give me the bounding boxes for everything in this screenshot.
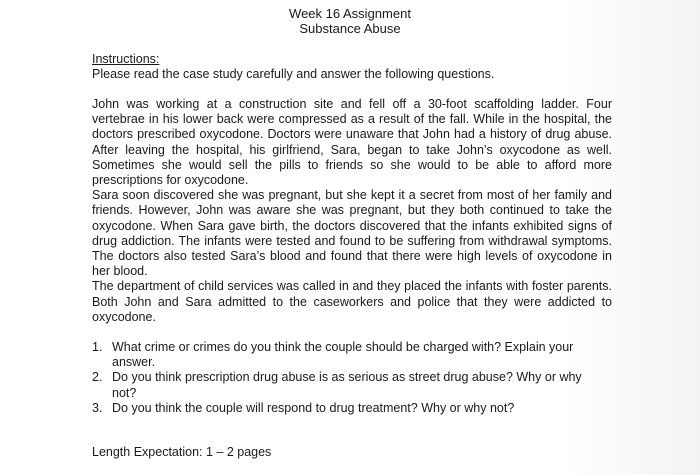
question-item bbox=[92, 340, 602, 370]
page-subtitle: Substance Abuse bbox=[299, 21, 401, 36]
question-number: 2. bbox=[92, 370, 103, 385]
length-expectation: Length Expectation: 1 – 2 pages bbox=[92, 445, 272, 459]
question-number: 1. bbox=[92, 340, 103, 354]
question-text: Do you think prescription drug abuse is as serious as street drug abuse? Why or why not? bbox=[112, 370, 582, 400]
case-paragraph: Sara soon discovered she was pregnant, but she kept it a secret from most of her family and friends. However, John was aware she was pregnant, but they both continued to take the oxycodone. When Sara gave birth, the doctors discovered that the infants exhibited signs of drug addiction. The infants were tested and found to be suffering from withdrawal symptoms. The doctors also tested Sara’s blood and found that there were high levels of oxycodone in her blood. bbox=[92, 188, 612, 279]
instructions-text: Please read the case study carefully and answer the following questions. bbox=[92, 67, 495, 81]
question-item bbox=[92, 401, 602, 416]
question-item bbox=[92, 370, 602, 400]
instructions-heading: Instructions: bbox=[92, 52, 160, 66]
case-paragraph: The department of child services was called in and they placed the infants with foster parents. Both John and Sara admitted to the caseworkers and police that they were addicted to oxycodone. bbox=[92, 279, 612, 324]
question-list bbox=[92, 340, 602, 416]
question-text: What crime or crimes do you think the couple should be charged with? Explain your answer. bbox=[112, 340, 574, 370]
question-number: 3. bbox=[92, 400, 103, 415]
question-text: Do you think the couple will respond to drug treatment? Why or why not? bbox=[112, 400, 515, 415]
case-paragraph: John was working at a construction site and fell off a 30-foot scaffolding ladder. Four vertebrae in his lower back were compressed as a result of the fall. While in the hospital, the doctors prescribed oxycodone. Doctors were unaware that John had a history of drug abuse. After leaving the hospital, his girlfriend, Sara, began to take John’s oxycodone as well. Sometimes she would sell the pills to friends so she would to be able to afford more prescriptions for oxycodone. bbox=[92, 97, 612, 188]
case-study bbox=[92, 97, 612, 325]
page-title: Week 16 Assignment bbox=[289, 6, 411, 21]
